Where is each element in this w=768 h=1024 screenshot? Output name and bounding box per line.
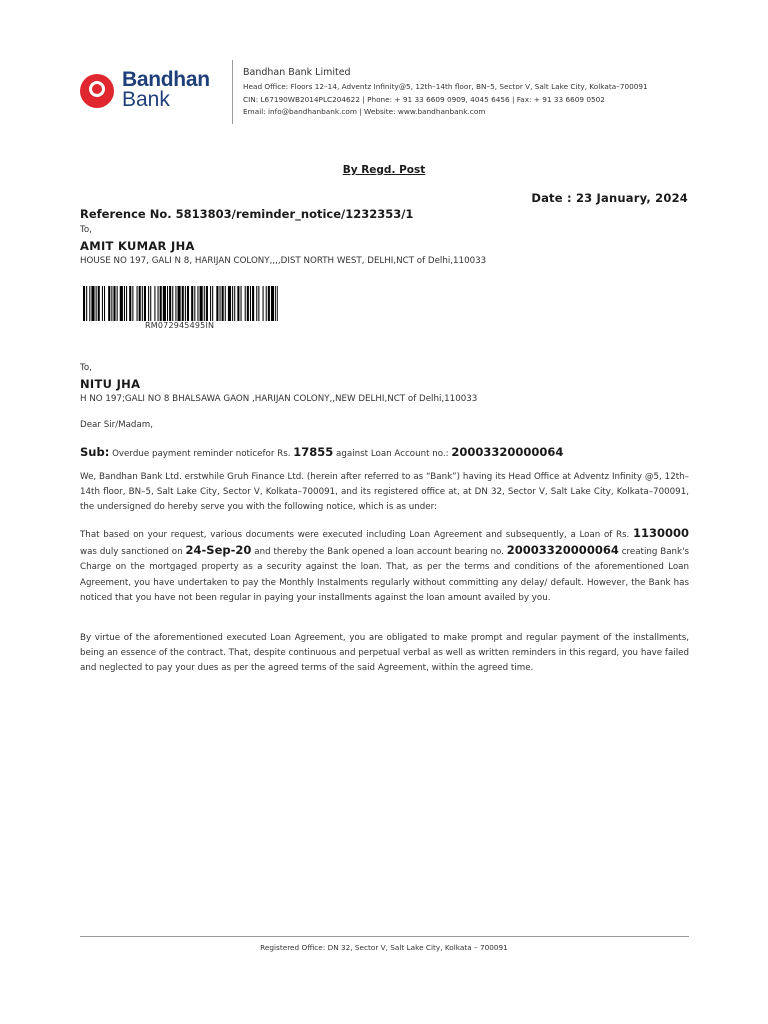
barcode-bar [144,286,146,321]
cin-phone-line: CIN: L67190WB2014PLC204622 | Phone: + 91 33 6609 0909, 4045 6456 | Fax: + 91 33 6609 0502 [243,94,605,104]
subject-label: Sub: [80,445,110,459]
para2-text2: was duly sanctioned on [80,547,186,558]
barcode-bar [91,286,94,321]
barcode-bar [182,286,184,321]
paragraph-loan-details [80,526,689,606]
barcode-bar [126,286,127,321]
barcode-bar [263,286,264,321]
barcode-bar [108,286,110,321]
barcode-bar [83,286,85,321]
barcode-bar [89,286,90,321]
barcode-bar [241,286,242,321]
barcode-bar [204,286,205,321]
bank-logo-icon [80,74,114,108]
barcode-bar [256,286,257,321]
recipient2-address: H NO 197;GALI NO 8 BHALSAWA GAON ,HARIJAN COLONY,,NEW DELHI,NCT of Delhi,110033 [80,394,478,404]
subject-amount: 17855 [293,445,334,459]
barcode-bar [172,286,173,321]
barcode-bar [225,286,226,321]
bank-logo-text [122,70,210,110]
barcode-bar [102,286,103,321]
barcode-bar [220,286,221,321]
barcode-bar [228,286,231,321]
barcode-bar [113,286,115,321]
subject-text2: against Loan Account no.: [333,449,452,459]
recipient2-name: NITU JHA [80,377,141,391]
barcode-bar [104,286,105,321]
barcode-bar [111,286,112,321]
barcode-bar [187,286,189,321]
letter-date: Date : 23 January, 2024 [531,191,688,205]
subject-account: 20003320000064 [451,445,564,459]
head-office-line: Head Office: Floors 12–14, Adventz Infinity@5, 12th–14th floor, BN–5, Sector V, Salt Lake City, Kolkata–700091 [243,82,648,91]
barcode-bar [175,286,176,321]
barcode-bar [86,286,87,321]
barcode-bar [237,286,239,321]
bank-logo [80,68,220,112]
barcode-bar [150,286,151,321]
para2-text4: creating Bank's Charge on the mortgaged property as a security against the loan. That, as per the terms and conditions of the aforementioned Loan Agreement, you have undertaken to pay the Monthly Instalments regularly without committing any delay/ default. However, the Bank has noticed that you have not been regular in paying your installments against the loan amount availed by you. [80,547,689,603]
dispatch-mode: By Regd. Post [342,164,426,176]
header-divider [232,60,233,124]
barcode-bar [163,286,166,321]
barcode-bar [271,286,274,321]
barcode-bar [96,286,97,321]
company-name: Bandhan Bank Limited [243,67,351,78]
barcode-bar [191,286,193,321]
barcode-bar [250,286,251,321]
to-label-2: To, [80,363,92,373]
barcode-bar [268,286,270,321]
logo-line2: Bank [122,88,170,111]
barcode-bar [137,286,138,321]
para2-text1: That based on your request, various documents were executed including Loan Agreement and subsequently, a Loan of Rs. [80,530,633,540]
barcode-bar [160,286,162,321]
barcode-bar [216,286,218,321]
barcode-bar [142,286,143,321]
barcode-bar [252,286,254,321]
barcode-bar [148,286,149,321]
barcode-bar [222,286,224,321]
barcode-bar [275,286,276,321]
recipient1-address: HOUSE NO 197, GALI N 8, HARIJAN COLONY,,,,DIST NORTH WEST, DELHI,NCT of Delhi,110033 [80,256,487,266]
barcode-bar [120,286,123,321]
barcode-bar [124,286,125,321]
barcode-bar [266,286,267,321]
registered-office: Registered Office: DN 32, Sector V, Salt Lake City, Kolkata – 700091 [260,943,508,952]
barcode-bar [167,286,168,321]
loan-account-number: 20003320000064 [506,543,619,558]
barcode-bar [158,286,159,321]
barcode-bar [132,286,133,321]
paragraph-intro: We, Bandhan Bank Ltd. erstwhile Gruh Finance Ltd. (herein after referred to as “Bank”) having its Head Office at Adventz Infinity @5, 12th–14th floor, BN–5, Salt Lake City, Sector V, Kolkata–700091, and its registered office at, at DN 32, Sector V, Salt Lake City, Kolkata–700091, the undersigned do hereby serve you with the following notice, which is as under: [80,472,689,513]
barcode-bar [129,286,131,321]
barcode-number: RM072945495IN [145,321,215,330]
salutation: Dear Sir/Madam, [80,420,153,430]
sanction-date: 24-Sep-20 [185,543,252,558]
barcode-bar [169,286,171,321]
recipient1-name: AMIT KUMAR JHA [80,239,195,253]
barcode-bar [245,286,246,321]
barcode-bar [139,286,141,321]
postal-barcode [83,286,278,321]
barcode-bar [210,286,211,321]
loan-amount: 1130000 [632,526,689,540]
barcode-bar [206,286,208,321]
barcode-bar [212,286,213,321]
barcode-bar [234,286,235,321]
subject-text1: Overdue payment reminder noticefor Rs. [109,449,294,459]
subject-line [80,445,563,459]
barcode-bar [194,286,195,321]
to-label: To, [80,225,92,235]
barcode-bar [117,286,118,321]
barcode-bar [200,286,203,321]
barcode-bar [178,286,181,321]
barcode-bar [232,286,233,321]
barcode-bar [197,286,198,321]
barcode-bar [154,286,155,321]
barcode-bar [98,286,100,321]
letterhead-info [243,66,648,119]
barcode-bar [185,286,186,321]
email-website-line: Email: info@bandhanbank.com | Website: www.bandhanbank.com [243,107,486,116]
footer-divider [80,936,689,937]
logo-line1: Bandhan [122,68,210,91]
reference-number: Reference No. 5813803/reminder_notice/1232353/1 [80,207,414,221]
para2-text3: and thereby the Bank opened a loan account bearing no. [251,547,507,558]
paragraph-obligation: By virtue of the aforementioned executed Loan Agreement, you are obligated to make prompt and regular payment of the installments, being an essence of the contract. That, despite continuous and perpetual verbal as well as written reminders in this regard, you have failed and neglected to pay your dues as per the agreed terms of the said Agreement, within the agreed time. [80,633,689,674]
barcode-bar [277,286,278,321]
barcode-bar [247,286,249,321]
barcode-bar [258,286,259,321]
